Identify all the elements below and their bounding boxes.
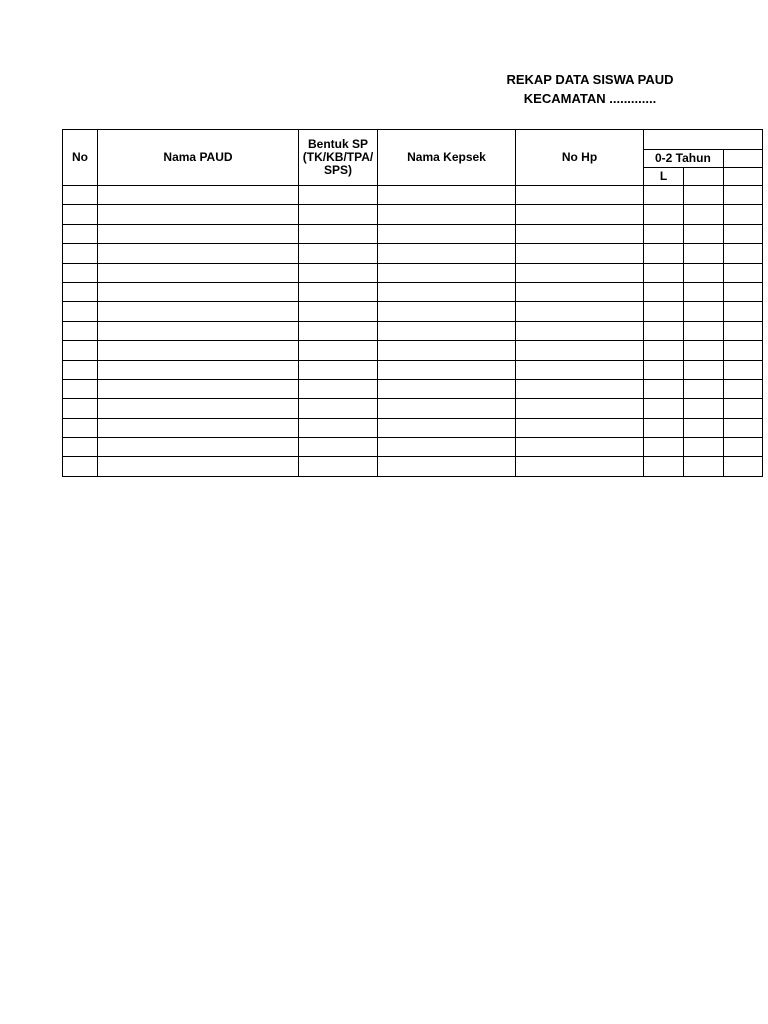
table-cell[interactable] xyxy=(63,244,98,263)
table-row xyxy=(63,244,763,263)
table-cell[interactable] xyxy=(724,379,763,398)
table-cell[interactable] xyxy=(378,438,516,457)
data-table-viewport xyxy=(62,129,711,479)
table-cell[interactable] xyxy=(299,205,378,224)
table-cell[interactable] xyxy=(516,186,644,205)
table-cell[interactable] xyxy=(724,457,763,476)
table-cell[interactable] xyxy=(98,244,299,263)
table-cell[interactable] xyxy=(299,282,378,301)
table-row xyxy=(63,224,763,243)
table-cell[interactable] xyxy=(684,224,724,243)
table-cell[interactable] xyxy=(63,341,98,360)
table-cell[interactable] xyxy=(684,438,724,457)
table-cell[interactable] xyxy=(516,457,644,476)
table-cell[interactable] xyxy=(644,224,684,243)
table-cell[interactable] xyxy=(98,302,299,321)
header-age-group-next xyxy=(724,150,763,168)
table-row xyxy=(63,341,763,360)
table-cell[interactable] xyxy=(378,457,516,476)
table-cell[interactable] xyxy=(724,205,763,224)
table-cell[interactable] xyxy=(644,186,684,205)
table-cell[interactable] xyxy=(724,341,763,360)
table-cell[interactable] xyxy=(378,282,516,301)
header-nama-paud: Nama PAUD xyxy=(98,130,299,186)
header-gender-p xyxy=(684,168,724,186)
table-cell[interactable] xyxy=(378,399,516,418)
student-recap-table xyxy=(62,129,763,477)
table-row xyxy=(63,379,763,398)
table-cell[interactable] xyxy=(644,438,684,457)
table-cell[interactable] xyxy=(63,186,98,205)
table-cell[interactable] xyxy=(98,282,299,301)
table-row xyxy=(63,399,763,418)
table-cell[interactable] xyxy=(516,263,644,282)
table-cell[interactable] xyxy=(98,418,299,437)
table-cell[interactable] xyxy=(684,418,724,437)
table-cell[interactable] xyxy=(378,418,516,437)
table-cell[interactable] xyxy=(98,438,299,457)
table-cell[interactable] xyxy=(63,224,98,243)
table-cell[interactable] xyxy=(98,186,299,205)
table-cell[interactable] xyxy=(516,244,644,263)
table-cell[interactable] xyxy=(378,341,516,360)
table-cell[interactable] xyxy=(63,263,98,282)
table-cell[interactable] xyxy=(299,360,378,379)
table-cell[interactable] xyxy=(644,399,684,418)
table-cell[interactable] xyxy=(299,438,378,457)
table-cell[interactable] xyxy=(724,263,763,282)
table-cell[interactable] xyxy=(644,244,684,263)
table-cell[interactable] xyxy=(516,282,644,301)
table-cell[interactable] xyxy=(299,244,378,263)
table-row xyxy=(63,186,763,205)
table-cell[interactable] xyxy=(299,379,378,398)
table-cell[interactable] xyxy=(378,244,516,263)
table-cell[interactable] xyxy=(63,360,98,379)
header-gender-l: L xyxy=(644,168,684,186)
table-cell[interactable] xyxy=(299,302,378,321)
table-cell[interactable] xyxy=(644,341,684,360)
table-cell[interactable] xyxy=(684,186,724,205)
table-cell[interactable] xyxy=(684,457,724,476)
table-cell[interactable] xyxy=(63,282,98,301)
table-row xyxy=(63,282,763,301)
table-cell[interactable] xyxy=(516,224,644,243)
table-cell[interactable] xyxy=(98,399,299,418)
table-cell[interactable] xyxy=(516,321,644,340)
table-cell[interactable] xyxy=(724,360,763,379)
table-cell[interactable] xyxy=(684,321,724,340)
table-cell[interactable] xyxy=(378,186,516,205)
table-cell[interactable] xyxy=(63,205,98,224)
table-cell[interactable] xyxy=(644,263,684,282)
table-cell[interactable] xyxy=(724,282,763,301)
table-row xyxy=(63,360,763,379)
table-cell[interactable] xyxy=(299,186,378,205)
table-cell[interactable] xyxy=(63,457,98,476)
table-cell[interactable] xyxy=(684,263,724,282)
table-row xyxy=(63,302,763,321)
table-cell[interactable] xyxy=(63,399,98,418)
table-cell[interactable] xyxy=(516,205,644,224)
table-cell[interactable] xyxy=(724,321,763,340)
table-cell[interactable] xyxy=(644,205,684,224)
table-cell[interactable] xyxy=(378,379,516,398)
table-cell[interactable] xyxy=(63,302,98,321)
table-row xyxy=(63,418,763,437)
table-cell[interactable] xyxy=(299,224,378,243)
table-cell[interactable] xyxy=(684,244,724,263)
table-cell[interactable] xyxy=(98,205,299,224)
table-cell[interactable] xyxy=(724,399,763,418)
table-cell[interactable] xyxy=(378,224,516,243)
table-cell[interactable] xyxy=(63,379,98,398)
table-cell[interactable] xyxy=(724,224,763,243)
header-age-group: 0-2 Tahun xyxy=(644,150,724,168)
table-cell[interactable] xyxy=(644,282,684,301)
table-cell[interactable] xyxy=(684,360,724,379)
header-gender-next xyxy=(724,168,763,186)
header-group-top xyxy=(644,130,763,150)
table-cell[interactable] xyxy=(98,457,299,476)
table-cell[interactable] xyxy=(684,282,724,301)
table-cell[interactable] xyxy=(516,341,644,360)
table-cell[interactable] xyxy=(684,379,724,398)
table-cell[interactable] xyxy=(684,205,724,224)
table-cell[interactable] xyxy=(98,360,299,379)
table-cell[interactable] xyxy=(299,321,378,340)
table-cell[interactable] xyxy=(684,399,724,418)
table-cell[interactable] xyxy=(378,205,516,224)
header-nama-kepsek: Nama Kepsek xyxy=(378,130,516,186)
table-cell[interactable] xyxy=(299,457,378,476)
table-cell[interactable] xyxy=(724,244,763,263)
table-cell[interactable] xyxy=(378,321,516,340)
table-cell[interactable] xyxy=(644,457,684,476)
table-cell[interactable] xyxy=(516,360,644,379)
table-cell[interactable] xyxy=(516,418,644,437)
table-cell[interactable] xyxy=(378,302,516,321)
report-title: REKAP DATA SISWA PAUD xyxy=(506,72,674,87)
table-cell[interactable] xyxy=(644,321,684,340)
table-cell[interactable] xyxy=(299,418,378,437)
table-cell[interactable] xyxy=(644,379,684,398)
table-cell[interactable] xyxy=(644,418,684,437)
table-cell[interactable] xyxy=(724,418,763,437)
table-cell[interactable] xyxy=(516,302,644,321)
table-row xyxy=(63,321,763,340)
table-cell[interactable] xyxy=(98,224,299,243)
table-cell[interactable] xyxy=(644,302,684,321)
table-row xyxy=(63,263,763,282)
report-subtitle: KECAMATAN ............. xyxy=(523,91,657,106)
table-cell[interactable] xyxy=(724,302,763,321)
table-cell[interactable] xyxy=(63,438,98,457)
table-cell[interactable] xyxy=(98,321,299,340)
table-cell[interactable] xyxy=(644,360,684,379)
table-cell[interactable] xyxy=(299,341,378,360)
table-cell[interactable] xyxy=(378,263,516,282)
table-cell[interactable] xyxy=(299,263,378,282)
table-cell[interactable] xyxy=(516,379,644,398)
table-row xyxy=(63,457,763,476)
table-cell[interactable] xyxy=(98,263,299,282)
table-cell[interactable] xyxy=(684,302,724,321)
header-bentuk-sp: Bentuk SP (TK/KB/TPA/ SPS) xyxy=(299,130,378,186)
table-cell[interactable] xyxy=(724,186,763,205)
table-cell[interactable] xyxy=(299,399,378,418)
table-cell[interactable] xyxy=(724,438,763,457)
header-no-hp: No Hp xyxy=(516,130,644,186)
table-cell[interactable] xyxy=(378,360,516,379)
table-cell[interactable] xyxy=(98,341,299,360)
table-cell[interactable] xyxy=(516,399,644,418)
table-row xyxy=(63,438,763,457)
table-cell[interactable] xyxy=(63,321,98,340)
table-cell[interactable] xyxy=(516,438,644,457)
header-no: No xyxy=(63,130,98,186)
table-cell[interactable] xyxy=(63,418,98,437)
table-row xyxy=(63,205,763,224)
table-cell[interactable] xyxy=(684,341,724,360)
table-cell[interactable] xyxy=(98,379,299,398)
